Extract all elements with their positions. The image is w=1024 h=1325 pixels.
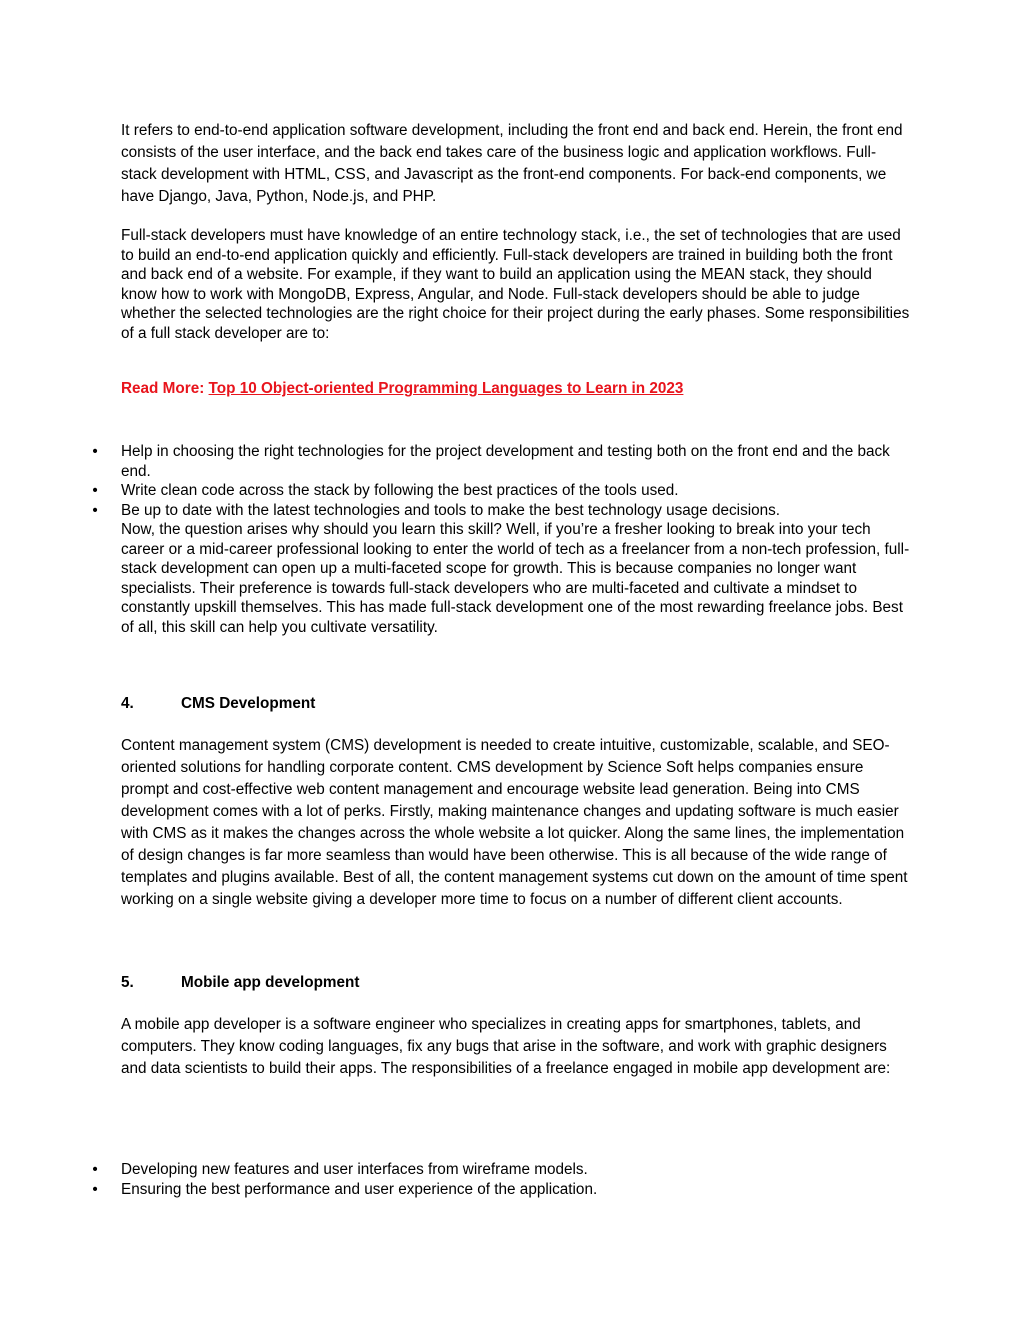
section-number: 5. xyxy=(121,974,134,991)
section-heading-mobile xyxy=(121,973,359,993)
bullet-icon: • xyxy=(92,482,98,499)
cms-paragraph: Content management system (CMS) development is needed to create intuitive, customizable, scalable, and SEO-oriented solutions for handling corporate content. CMS development by Science Soft helps companies ensure prompt and cost-effective web content management and encourage website lead generation. Being into CMS development comes with a lot of perks. Firstly, making maintenance changes and updating software is much easier with CMS as it makes the changes across the whole website a lot quicker. Along the same lines, the implementation of design changes is far more seamless than would have been otherwise. This is all because of the wide range of templates and plugins available. Best of all, the content management systems cut down on the amount of time spent working on a single website giving a developer more time to focus on a number of different client accounts. xyxy=(121,737,908,908)
fullstack-responsibilities-list xyxy=(0,442,1024,520)
list-item-text: Developing new features and user interfaces from wireframe models. xyxy=(121,1161,588,1178)
list-item xyxy=(0,481,911,501)
why-learn-paragraph: Now, the question arises why should you learn this skill? Well, if you’re a fresher looking to break into your tech career or a mid-career professional looking to enter the world of tech as a freelancer from a non-tech profession, full-stack development can open up a multi-faceted scope for growth. This is because companies no longer want specialists. Their preference is towards full-stack developers who are multi-faceted and cultivate a mindset to constantly upskill themselves. This has made full-stack development one of the most rewarding freelance jobs. Best of all, this skill can help you cultivate versatility. xyxy=(121,521,910,636)
list-item-text: Help in choosing the right technologies for the project development and testing both on the front end and the back end. xyxy=(121,443,890,480)
read-more xyxy=(121,379,911,399)
list-item-text: Ensuring the best performance and user experience of the application. xyxy=(121,1180,598,1198)
list-item-text: Be up to date with the latest technologies and tools to make the best technology usage decisions. xyxy=(121,501,781,519)
section-title: Mobile app development xyxy=(181,974,360,991)
mobile-responsibilities-list xyxy=(0,1160,1024,1199)
bullet-icon: • xyxy=(92,443,98,460)
section-title: CMS Development xyxy=(181,695,316,712)
bullet-icon: • xyxy=(92,1180,98,1198)
bullet-icon: • xyxy=(92,501,98,519)
fullstack-paragraph: Full-stack developers must have knowledge of an entire technology stack, i.e., the set of technologies that are used to build an end-to-end application quickly and efficiently. Full-stack developers are trained in building both the front and back end of a website. For example, if they want to build an application using the MEAN stack, they should know how to work with MongoDB, Express, Angular, and Node. Full-stack developers should be able to judge whether the selected technologies are the right choice for their project during the early phases. Some responsibilities of a full stack developer are to: xyxy=(121,227,910,342)
section-number: 4. xyxy=(121,695,134,712)
bullet-icon: • xyxy=(92,1161,98,1178)
list-item xyxy=(0,442,911,481)
section-heading-cms xyxy=(121,694,315,714)
list-item xyxy=(0,1180,911,1200)
list-item xyxy=(0,501,911,521)
list-item xyxy=(0,1160,911,1180)
read-more-link[interactable]: Top 10 Object-oriented Programming Languages to Learn in 2023 xyxy=(208,380,684,397)
list-item-text: Write clean code across the stack by following the best practices of the tools used. xyxy=(121,482,679,499)
mobile-paragraph: A mobile app developer is a software engineer who specializes in creating apps for smartphones, tablets, and computers. They know coding languages, fix any bugs that arise in the software, and work with graphic designers and data scientists to build their apps. The responsibilities of a freelance engaged in mobile app development are: xyxy=(121,1016,891,1077)
read-more-prefix: Read More: xyxy=(121,380,209,397)
intro-paragraph: It refers to end-to-end application software development, including the front end and back end. Herein, the front end consists of the user interface, and the back end takes care of the business logic and application workflows. Full-stack development with HTML, CSS, and Javascript as the front-end components. For back-end components, we have Django, Java, Python, Node.js, and PHP. xyxy=(121,122,903,205)
